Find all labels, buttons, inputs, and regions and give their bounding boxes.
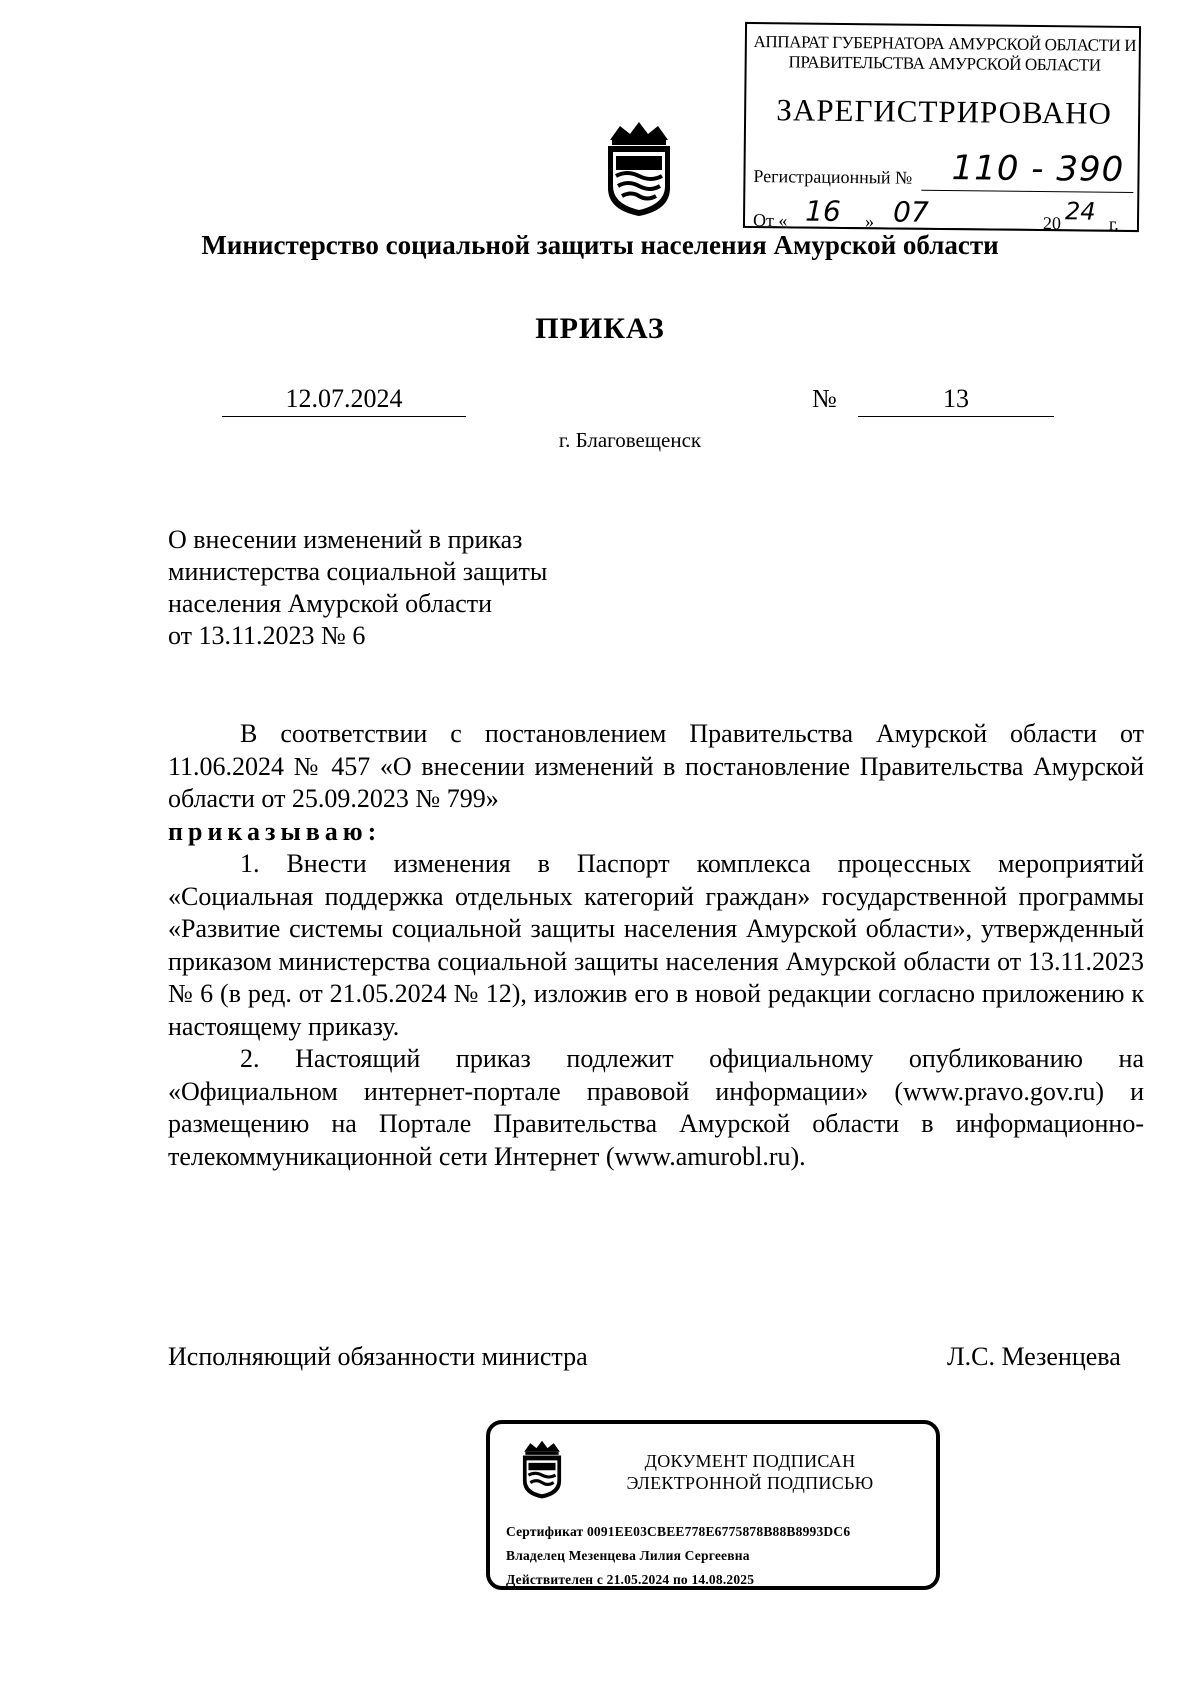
esig-validity: Действителен с 21.05.2024 по 14.08.2025 bbox=[506, 1572, 755, 1587]
esig-certificate: Сертификат 0091EE03CBEE778E6775878B88B8993DC6 bbox=[506, 1524, 851, 1539]
stamp-number-label: Регистрационный № bbox=[753, 166, 913, 188]
ministry-name: Министерство социальной защиты населения Амурской области bbox=[201, 230, 999, 260]
coat-of-arms-emblem bbox=[600, 118, 678, 218]
order-subject bbox=[168, 524, 628, 652]
stamp-date-prefix: От « bbox=[752, 210, 788, 231]
order-item-1: 1. Внести изменения в Паспорт комплекса процессных мероприятий «Социальная поддержка отдельных категорий граждан» государственной программы «Развитие системы социальной защиты населения Амурской области», утвержденный приказом министерства социальной защиты населения Амурской области от 13.11.2023 № 6 (в ред. от 21.05.2024 № 12), изложив его в новой редакции согласно приложению к настоящему приказу. bbox=[168, 849, 1144, 1041]
stamp-year-unit: г. bbox=[1108, 213, 1119, 234]
esig-title-line: ДОКУМЕНТ ПОДПИСАН bbox=[644, 1451, 856, 1471]
stamp-date-row bbox=[753, 194, 1133, 232]
esig-title-line: ЭЛЕКТРОННОЙ ПОДПИСЬЮ bbox=[626, 1473, 874, 1493]
number-sign: № bbox=[812, 384, 837, 413]
stamp-day: 16 bbox=[804, 194, 841, 228]
stamp-year-prefix: 20 bbox=[1042, 213, 1062, 234]
city: г. Благовещенск bbox=[558, 428, 702, 452]
stamp-number-row bbox=[753, 146, 1133, 190]
stamp-number-value: 110 - 390 bbox=[951, 148, 1125, 190]
order-date: 12.07.2024 bbox=[222, 384, 466, 417]
order-item-2: 2. Настоящий приказ подлежит официальному опубликованию на «Официальном интернет-портале правовой информации» (www.pravo.gov.ru) и размещению на Портале Правительства Амурской области в информационно-телекоммуникационной сети Интернет (www.amurobl.ru). bbox=[168, 1044, 1144, 1171]
stamp-number-underline bbox=[921, 190, 1133, 193]
coat-of-arms-small-icon bbox=[518, 1438, 566, 1500]
stamp-organization: АППАРАТ ГУБЕРНАТОРА АМУРСКОЙ ОБЛАСТИ И ПРАВИТЕЛЬСТВА АМУРСКОЙ ОБЛАСТИ bbox=[753, 32, 1137, 75]
esig-title bbox=[590, 1450, 910, 1494]
document-type: ПРИКАЗ bbox=[535, 312, 665, 345]
subject-line: от 13.11.2023 № 6 bbox=[168, 621, 366, 650]
signatory-position: Исполняющий обязанности министра bbox=[168, 1342, 588, 1371]
order-body bbox=[168, 718, 1144, 1173]
order-number: 13 bbox=[858, 384, 1054, 417]
stamp-year-suffix: 24 bbox=[1064, 197, 1096, 226]
preamble-paragraph: В соответствии с постановлением Правительства Амурской области от 11.06.2024 № 457 «О внесении изменений в постановление Правительства Амурской области от 25.09.2023 № 799» bbox=[168, 719, 1144, 813]
electronic-signature-stamp bbox=[486, 1420, 940, 1590]
stamp-day-close: » bbox=[864, 211, 875, 232]
signatory-name: Л.С. Мезенцева bbox=[947, 1342, 1121, 1371]
stamp-status: ЗАРЕГИСТРИРОВАНО bbox=[776, 92, 1113, 131]
stamp-month: 07 bbox=[892, 195, 929, 229]
esig-owner: Владелец Мезенцева Лилия Сергеевна bbox=[506, 1548, 750, 1563]
order-word: приказываю: bbox=[168, 816, 382, 846]
subject-line: министерства социальной защиты bbox=[168, 557, 548, 586]
subject-line: О внесении изменений в приказ bbox=[168, 525, 523, 554]
registration-stamp bbox=[743, 22, 1141, 232]
subject-line: населения Амурской области bbox=[168, 589, 493, 618]
